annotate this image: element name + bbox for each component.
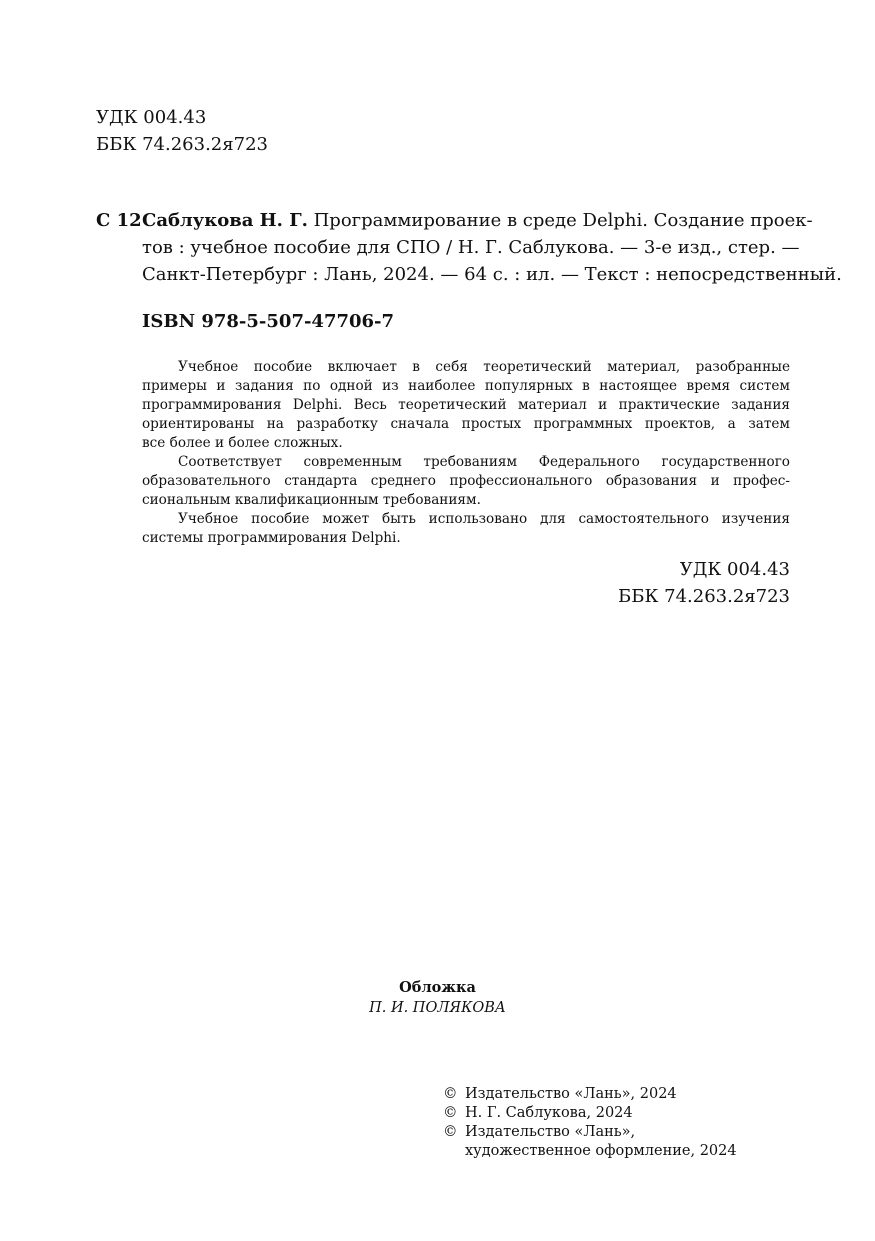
abstract-line: Учебное пособие может быть использовано для самостоятельного изучения	[178, 511, 790, 527]
bibliographic-description	[142, 207, 842, 288]
classification-codes-bottom	[618, 556, 790, 610]
abstract-line: все более и более сложных.	[142, 435, 343, 451]
udk-code: УДК 004.43	[679, 559, 790, 580]
author-mark: С 12	[96, 210, 142, 231]
bib-line-1	[142, 207, 813, 234]
copyright-icon: ©	[443, 1105, 458, 1121]
classification-codes-top	[96, 104, 268, 158]
copyright-line: © Н. Г. Саблукова, 2024	[443, 1105, 633, 1121]
abstract-line: сиональным квалификационным требованиям.	[142, 492, 481, 508]
copyright-icon: ©	[443, 1086, 458, 1102]
copyright-line: © Издательство «Лань», 2024	[443, 1086, 677, 1102]
abstract-line: образовательного стандарта среднего профессионального образования и профес-	[142, 473, 790, 489]
abstract-line: программирования Delphi. Весь теоретический материал и практические задания	[142, 397, 790, 413]
udk-code: УДК 004.43	[96, 107, 207, 128]
abstract-line: примеры и задания по одной из наиболее популярных в настоящее время систем	[142, 378, 790, 394]
abstract-line: Учебное пособие включает в себя теоретический материал, разобранные	[178, 359, 790, 375]
copyright-line: © Издательство «Лань»,	[443, 1124, 636, 1140]
cover-credit	[0, 978, 875, 1018]
isbn: ISBN 978-5-507-47706-7	[142, 311, 395, 332]
abstract-line: Соответствует современным требованиям Федерального государственного	[178, 454, 790, 470]
author-name: Саблукова Н. Г.	[142, 210, 308, 231]
bib-line-2: тов : учебное пособие для СПО / Н. Г. Саблукова. — 3-е изд., стер. —	[142, 237, 800, 258]
abstract-line: системы программирования Delphi.	[142, 530, 401, 546]
bib-line-3: Санкт-Петербург : Лань, 2024. — 64 с. : ил. — Текст : непосредственный.	[142, 264, 842, 285]
abstract-line: ориентированы на разработку сначала простых программных проектов, а затем	[142, 416, 790, 432]
copyright-line-continued: художественное оформление, 2024	[465, 1143, 737, 1159]
bbk-code: ББК 74.263.2я723	[618, 586, 790, 607]
cover-designer: П. И. ПОЛЯКОВА	[369, 1000, 506, 1016]
copyright-block	[443, 1085, 737, 1161]
cover-label: Обложка	[399, 979, 476, 996]
abstract	[142, 358, 790, 548]
copyright-icon: ©	[443, 1124, 458, 1140]
bib-title: Программирование в среде Delphi. Создание проек-	[307, 210, 813, 231]
bbk-code: ББК 74.263.2я723	[96, 134, 268, 155]
